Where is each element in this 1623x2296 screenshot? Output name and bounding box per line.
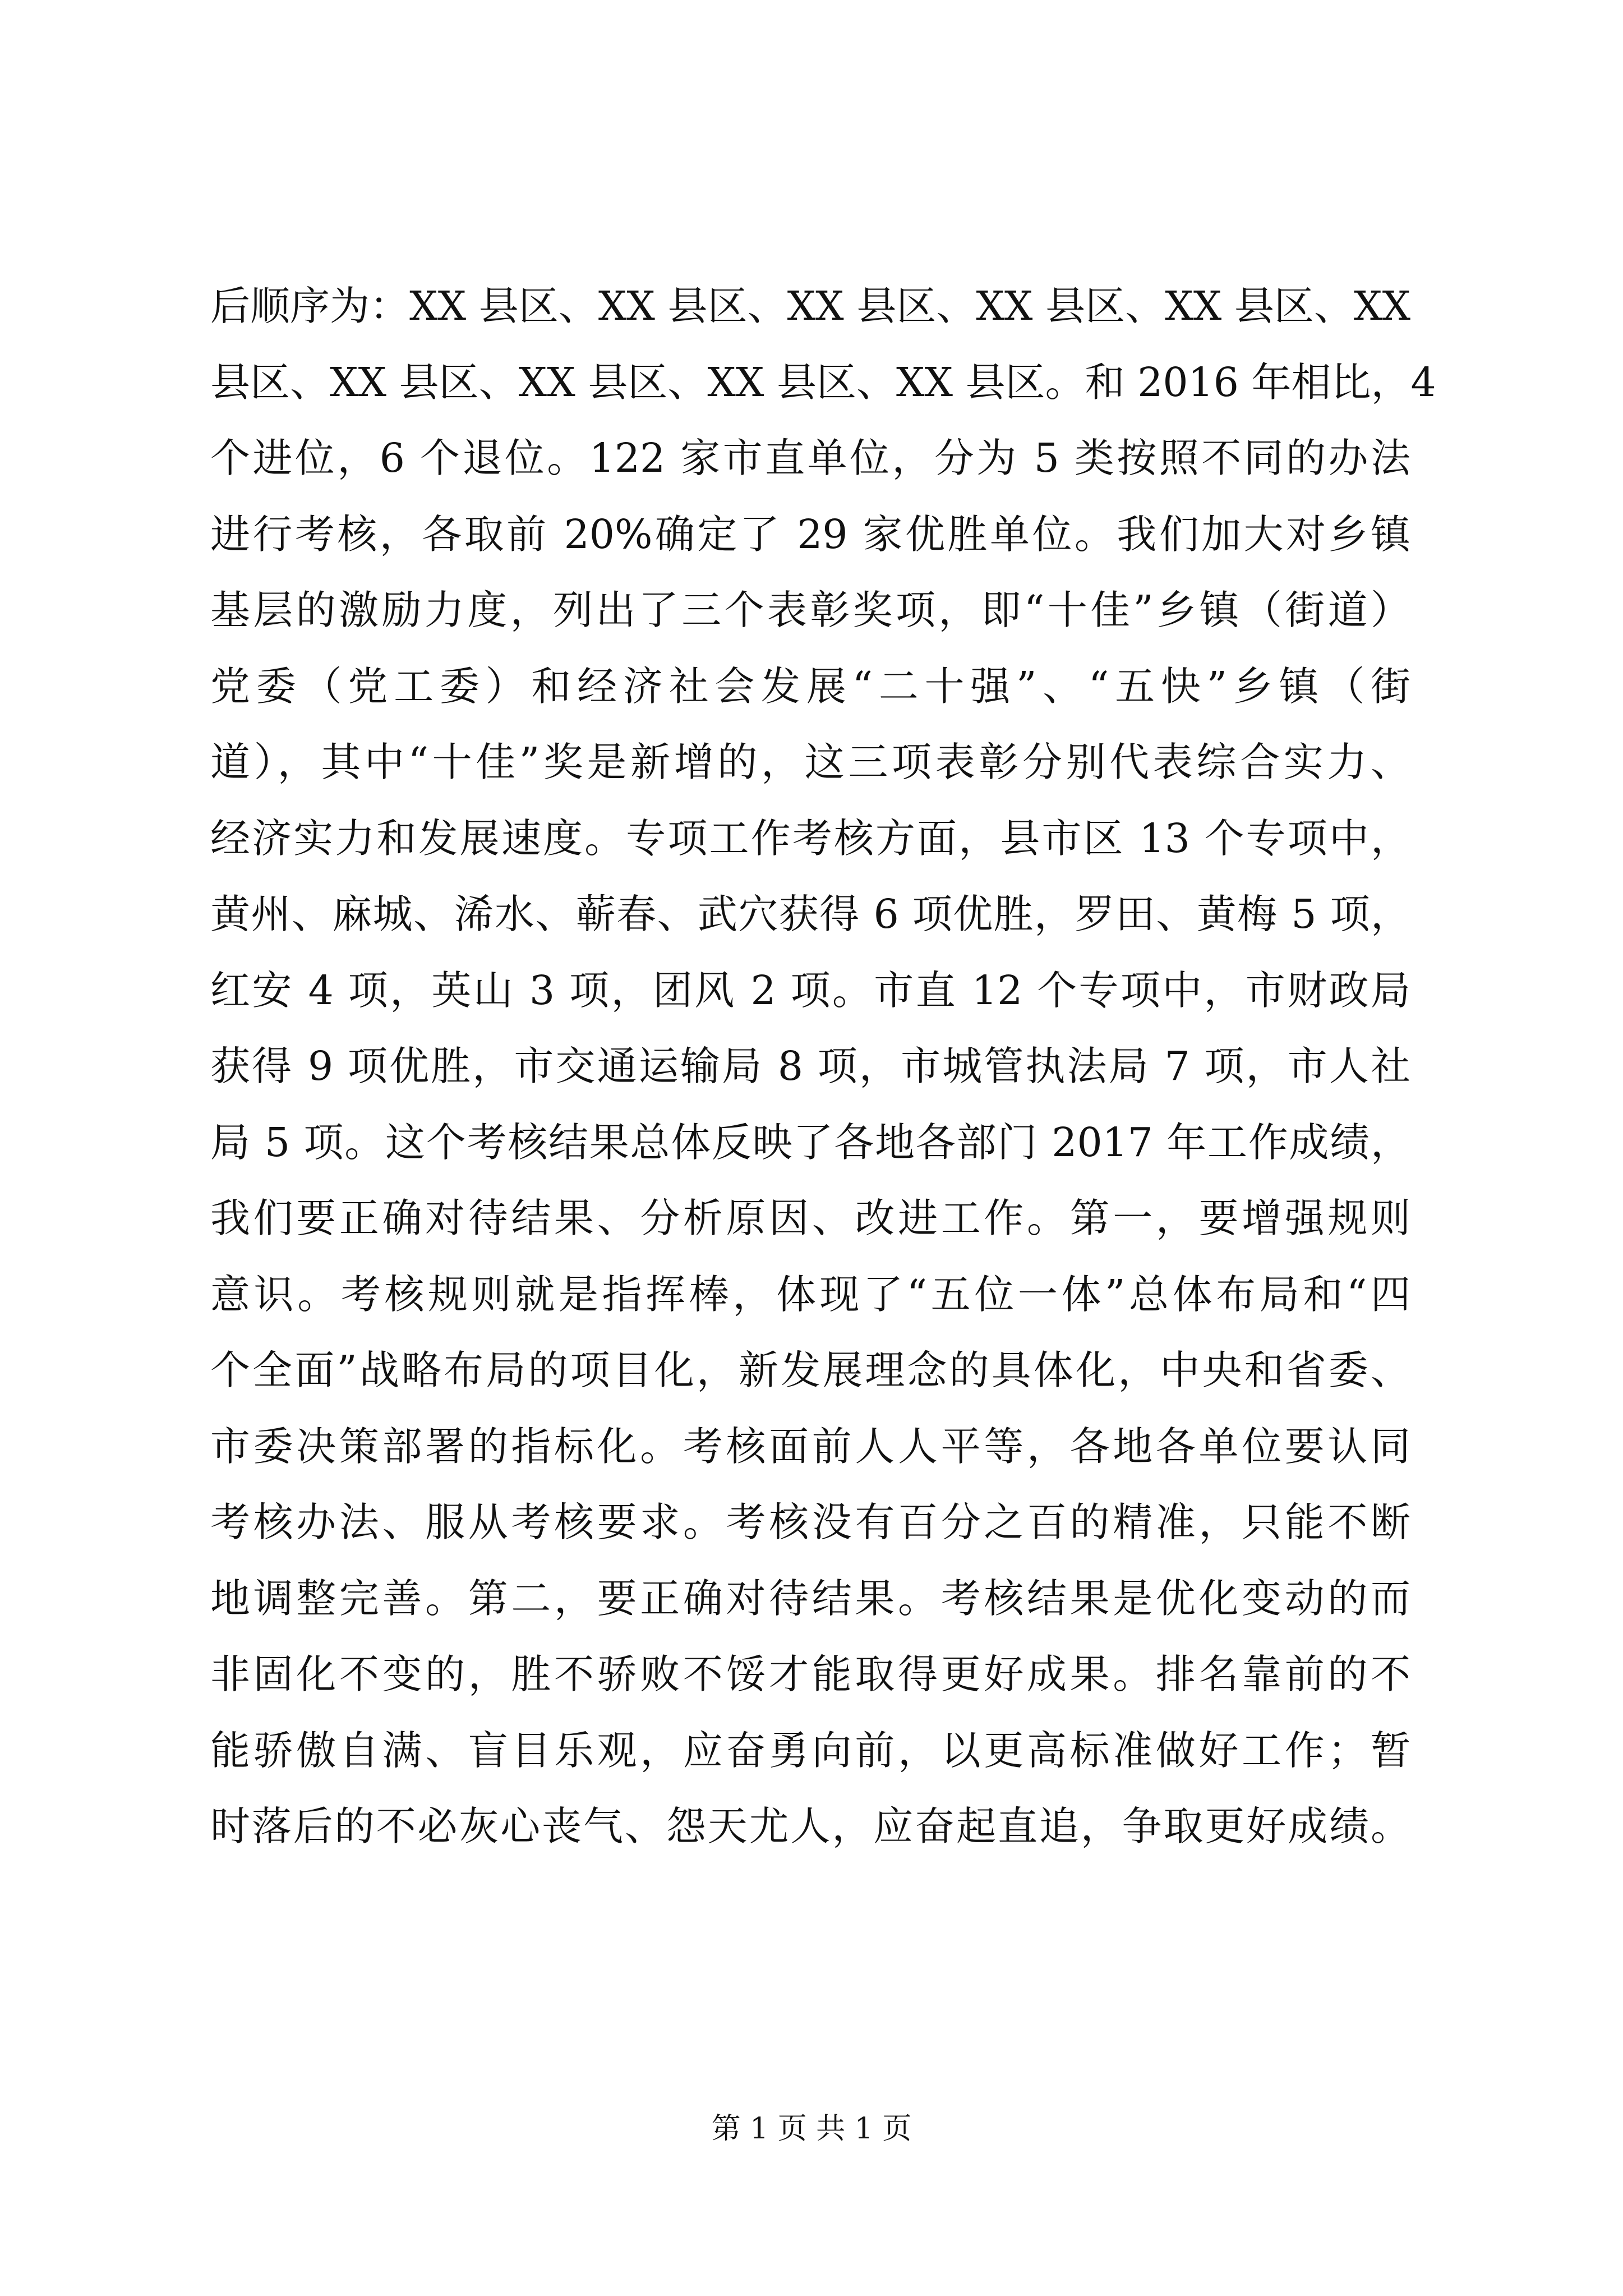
text-line: 个进位，6 个退位。122 家市直单位，分为 5 类按照不同的办法 (210, 435, 1410, 481)
page-number-label: 第 1 页 共 1 页 (711, 2112, 912, 2146)
text-line: 个全面”战略布局的项目化，新发展理念的具体化，中央和省委、 (210, 1347, 1410, 1393)
text-line: 县区、XX 县区、XX 县区、XX 县区、XX 县区。和 2016 年相比，4 (210, 358, 1436, 406)
text-line: 市委决策部署的指标化。考核面前人人平等，各地各单位要认同 (210, 1423, 1410, 1470)
text-line: 基层的激励力度，列出了三个表彰奖项，即“十佳”乡镇（街道） (210, 587, 1410, 633)
text-line: 红安 4 项，英山 3 项，团风 2 项。市直 12 个专项中，市财政局 (210, 967, 1410, 1014)
text-line: 我们要正确对待结果、分析原因、改进工作。第一，要增强规则 (210, 1195, 1410, 1241)
text-line: 地调整完善。第二，要正确对待结果。考核结果是优化变动的而 (210, 1575, 1410, 1622)
text-line: 获得 9 项优胜，市交通运输局 8 项，市城管执法局 7 项，市人社 (210, 1043, 1410, 1089)
text-line: 非固化不变的，胜不骄败不馁才能取得更好成果。排名靠前的不 (210, 1651, 1410, 1697)
text-line: 后顺序为：XX 县区、XX 县区、XX 县区、XX 县区、XX 县区、XX (210, 283, 1410, 329)
text-line: 进行考核，各取前 20%确定了 29 家优胜单位。我们加大对乡镇 (210, 510, 1410, 558)
text-line: 意识。考核规则就是指挥棒，体现了“五位一体”总体布局和“四 (210, 1271, 1410, 1318)
body-paragraph (210, 268, 1436, 1865)
text-line: 局 5 项。这个考核结果总体反映了各地各部门 2017 年工作成绩， (210, 1119, 1410, 1166)
text-line: 经济实力和发展速度。专项工作考核方面，县市区 13 个专项中， (210, 815, 1410, 862)
text-line: 道），其中“十佳”奖是新增的，这三项表彰分别代表综合实力、 (210, 739, 1410, 785)
text-line: 党委（党工委）和经济社会发展“二十强”、“五快”乡镇（街 (210, 662, 1410, 710)
text-line: 黄州、麻城、浠水、蕲春、武穴获得 6 项优胜，罗田、黄梅 5 项， (210, 891, 1410, 937)
text-line: 时落后的不必灰心丧气、怨天尤人，应奋起直追，争取更好成绩。 (210, 1803, 1410, 1849)
text-line: 能骄傲自满、盲目乐观，应奋勇向前，以更高标准做好工作；暂 (210, 1727, 1410, 1774)
page-footer (0, 2109, 1623, 2148)
text-line: 考核办法、服从考核要求。考核没有百分之百的精准，只能不断 (210, 1499, 1410, 1545)
